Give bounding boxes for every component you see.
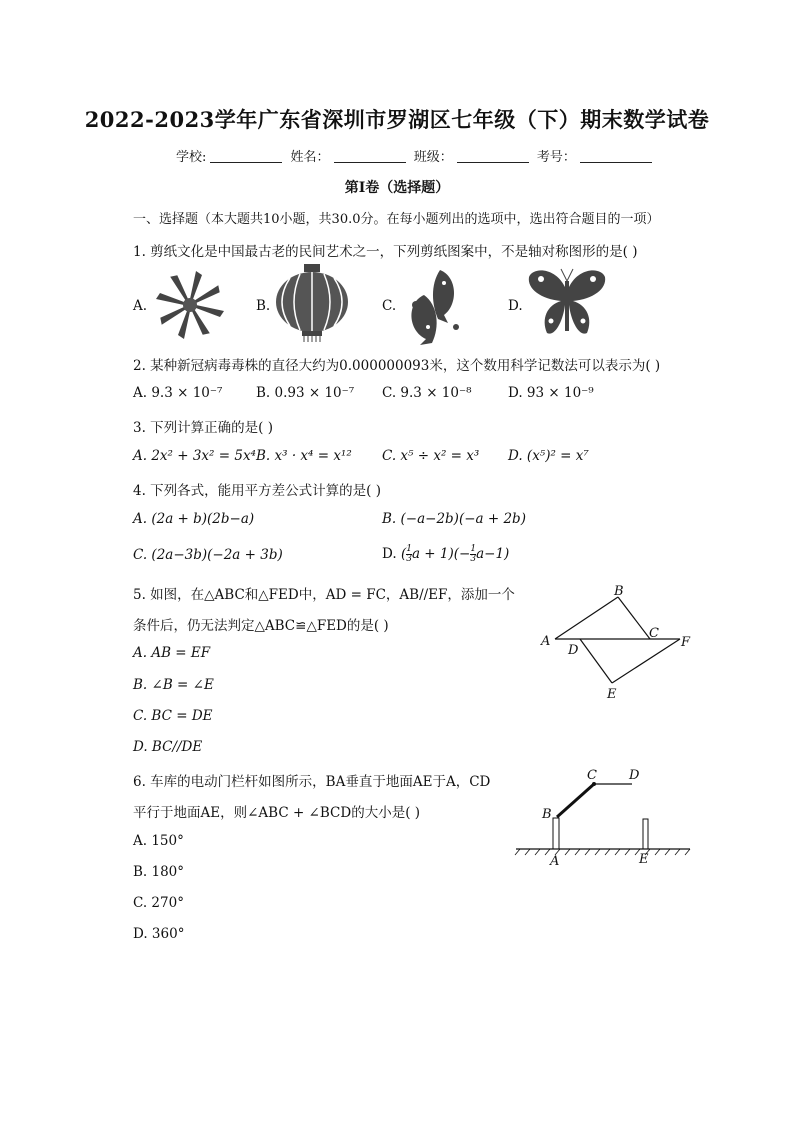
q6-option-b: B. 180° [133,864,185,880]
q3-option-a: A. 2x² + 3x² = 5x⁴ [133,448,256,464]
q3-option-b: B. x³ · x⁴ = x¹² [256,448,352,464]
q6-label-d: D [629,768,640,783]
papercut-koi-image [400,265,470,345]
q1-option-c: C. [382,298,397,314]
student-info-line [176,146,656,165]
part-heading: 一、选择题（本大题共10小题，共30.0分。在每小题列出的选项中，选出符合题目的一项） [133,212,660,227]
q5-option-d: D. BC//DE [133,739,203,755]
q2-option-b: B. 0.93 × 10⁻⁷ [256,385,355,401]
q5-label-c: C [649,626,659,641]
q6-label-e: E [639,852,649,867]
q6-option-c: C. 270° [133,895,184,911]
q4-option-c: C. (2a−3b)(−2a + 3b) [133,547,283,563]
section-title: 第I卷（选择题） [344,180,450,196]
q3-option-d: D. (x⁵)² = x⁷ [508,448,589,464]
q5-label-e: E [607,687,617,702]
papercut-lantern-image [272,264,352,342]
q5-label-d: D [568,643,579,658]
q4-d-part1: ( [400,546,407,562]
q2-stem: 2. 某种新冠病毒毒株的直径大约为0.000000093米，这个数用科学记数法可以表示为( ) [133,358,661,374]
q3-option-c: C. x⁵ ÷ x² = x³ [382,448,480,464]
q1-option-b: B. [256,298,271,314]
q6-option-a: A. 150° [133,833,184,849]
q5-label-b: B [614,584,624,599]
exam-no-blank [580,150,652,163]
q5-option-a: A. AB = EF [133,645,211,661]
q5-label-f: F [681,635,691,650]
q2-option-c: C. 9.3 × 10⁻⁸ [382,385,472,401]
q6-stem-line2: 平行于地面AE，则∠ABC + ∠BCD的大小是( ) [133,805,421,821]
q4-d-frac1-num: 1 [406,544,412,554]
q4-d-frac1-den: 3 [406,554,412,564]
q6-label-c: C [587,768,597,783]
q1-option-d: D. [508,298,523,314]
class-label: 班级： [413,150,453,165]
q6-label-b: B [542,807,552,822]
q6-gate-barrier-figure [512,763,694,873]
q3-stem: 3. 下列计算正确的是( ) [133,420,273,436]
q4-d-frac2-den: 3 [470,554,477,564]
q5-option-c: C. BC = DE [133,708,213,724]
papercut-butterfly-image [527,265,607,340]
q5-triangles-figure [535,580,700,705]
q2-option-a: A. 9.3 × 10⁻⁷ [133,385,223,401]
q5-option-b: B. ∠B = ∠E [133,677,214,693]
name-blank [334,150,406,163]
school-label: 学校: [176,150,207,165]
school-blank [210,150,282,163]
q4-stem: 4. 下列各式，能用平方差公式计算的是( ) [133,483,381,499]
q5-stem-line2: 条件后，仍无法判定△ABC≌△FED的是( ) [133,618,389,634]
q4-option-b: B. (−a−2b)(−a + 2b) [382,511,526,527]
q4-d-part3: a−1) [476,546,510,562]
page-title: 2022-2023学年广东省深圳市罗湖区七年级（下）期末数学试卷 [84,107,710,132]
exam-no-label: 考号： [536,150,576,165]
q5-label-a: A [541,634,551,649]
q6-option-d: D. 360° [133,926,185,942]
q5-stem-line1: 5. 如图，在△ABC和△FED中，AD = FC，AB//EF，添加一个 [133,587,515,603]
papercut-flower-image [150,265,230,345]
q1-stem: 1. 剪纸文化是中国最古老的民间艺术之一，下列剪纸图案中，不是轴对称图形的是( ) [133,244,638,260]
q4-option-d-letter: D. [382,546,397,562]
q2-option-d: D. 93 × 10⁻⁹ [508,385,594,401]
q6-stem-line1: 6. 车库的电动门栏杆如图所示，BA垂直于地面AE于A，CD [133,774,491,790]
name-label: 姓名： [290,150,330,165]
q1-option-a: A. [133,298,148,314]
q6-label-a: A [550,854,560,869]
q4-d-frac2-num: 1 [470,544,477,554]
q4-d-part2: a + 1)(− [411,546,471,562]
class-blank [457,150,529,163]
q4-option-a: A. (2a + b)(2b−a) [133,511,255,527]
q4-option-d [382,545,509,564]
